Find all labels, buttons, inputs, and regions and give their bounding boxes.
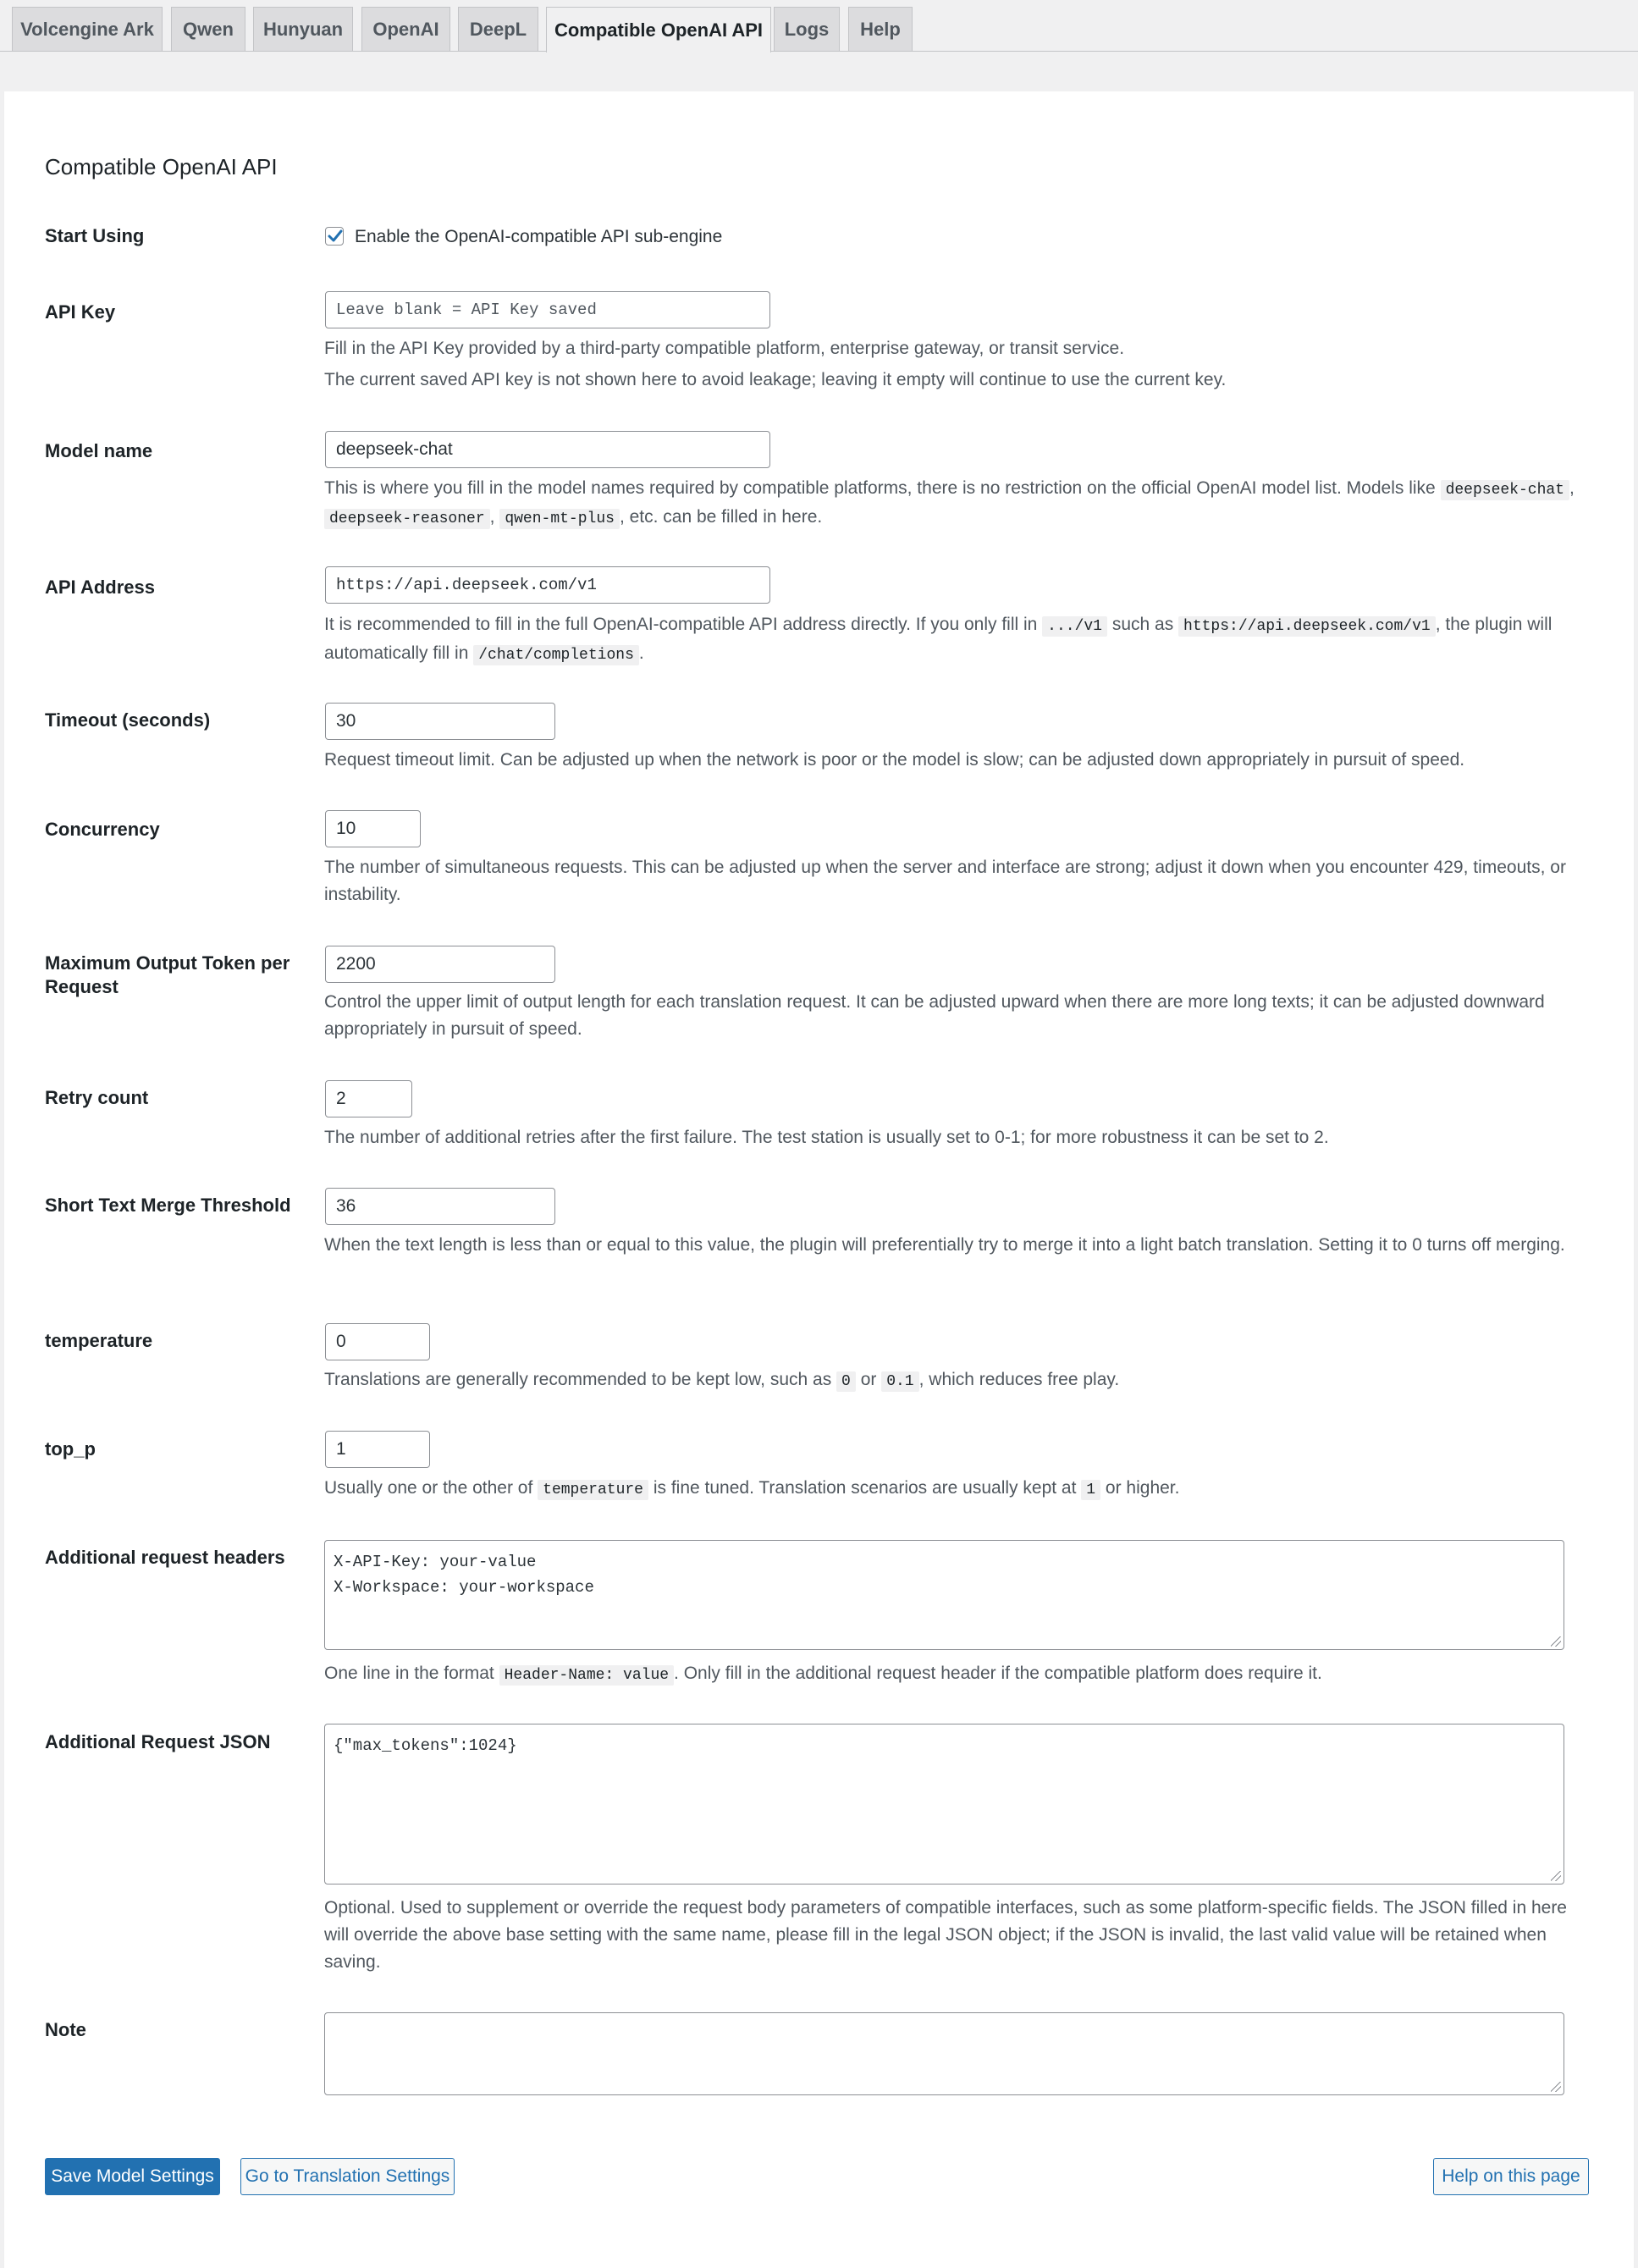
tab-help[interactable]: Help — [848, 7, 913, 51]
tab-volcengine-ark[interactable]: Volcengine Ark — [12, 7, 163, 51]
desc-text: or — [855, 1370, 882, 1389]
top-p-description — [324, 1475, 1586, 1504]
desc-text: or higher. — [1100, 1478, 1180, 1498]
temperature-input[interactable]: 0 — [325, 1323, 430, 1360]
api-key-desc-line1: Fill in the API Key provided by a third-party compatible platform, enterprise gateway, or transit service. — [324, 339, 1125, 358]
api-address-description — [324, 611, 1586, 669]
desc-text: Usually one or the other of — [324, 1478, 538, 1498]
note-textarea[interactable] — [324, 2012, 1564, 2095]
model-name-label: Model name — [45, 440, 153, 461]
code-one: 1 — [1081, 1480, 1100, 1500]
merge-threshold-input[interactable]: 36 — [325, 1188, 555, 1225]
merge-threshold-description: When the text length is less than or equal to this value, the plugin will preferentially try to merge it into a light batch translation. Setting it to 0 turns off merging. — [324, 1235, 1565, 1255]
code-v1: .../v1 — [1042, 616, 1107, 637]
api-key-label: API Key — [45, 301, 116, 323]
desc-text: , etc. can be filled in here. — [619, 507, 823, 527]
concurrency-label: Concurrency — [45, 819, 160, 840]
desc-text: , the plugin will automatically fill in — [324, 615, 1553, 663]
temperature-description — [324, 1366, 1586, 1395]
tab-openai[interactable]: OpenAI — [361, 7, 450, 51]
retry-count-label: Retry count — [45, 1087, 149, 1108]
desc-text: This is where you fill in the model names required by compatible platforms, there is no restriction on the official OpenAI model list. Models like — [324, 478, 1441, 498]
code-qwen-mt-plus: qwen-mt-plus — [499, 509, 620, 529]
max-tokens-description: Control the upper limit of output length for each translation request. It can be adjusted upward when there are more long texts; it can be adjusted downward appropriately in pursuit of speed. — [324, 992, 1545, 1039]
tab-hunyuan[interactable]: Hunyuan — [253, 7, 353, 51]
headers-description — [324, 1660, 1586, 1689]
code-deepseek-reasoner: deepseek-reasoner — [324, 509, 490, 529]
api-key-description — [324, 335, 1586, 394]
desc-text: It is recommended to fill in the full OpenAI-compatible API address directly. If you only fill in — [324, 615, 1043, 634]
desc-text: , which reduces free play. — [918, 1370, 1120, 1389]
max-tokens-input[interactable]: 2200 — [325, 946, 555, 983]
timeout-label: Timeout (seconds) — [45, 709, 211, 731]
headers-label: Additional request headers — [45, 1547, 285, 1568]
desc-text: . — [638, 643, 644, 663]
request-json-description: Optional. Used to supplement or override the request body parameters of compatible interfaces, such as some platform-specific fields. The JSON filled in here will override the above base setting with the same name, please fill in the legal JSON object; if the JSON is invalid, the last valid value will be retained when saving. — [324, 1898, 1567, 1972]
max-tokens-label: Maximum Output Token per Request — [45, 952, 290, 997]
code-deepseek-chat: deepseek-chat — [1441, 480, 1569, 500]
tab-qwen[interactable]: Qwen — [171, 7, 245, 51]
engine-tabs — [0, 0, 1638, 52]
timeout-description: Request timeout limit. Can be adjusted up when the network is poor or the model is slow; can be adjusted down appropriately in pursuit of speed. — [324, 750, 1465, 770]
request-json-textarea[interactable] — [324, 1724, 1564, 1884]
code-chat-completions: /chat/completions — [473, 645, 639, 665]
code-zero: 0 — [836, 1371, 856, 1392]
enable-checkbox-label[interactable]: Enable the OpenAI-compatible API sub-engine — [355, 227, 723, 246]
timeout-input[interactable]: 30 — [325, 703, 555, 740]
retry-count-input[interactable]: 2 — [325, 1080, 412, 1117]
tab-compatible-openai-api[interactable]: Compatible OpenAI API — [546, 7, 771, 52]
request-json-textarea-value: {"max_tokens":1024} — [334, 1736, 517, 1755]
model-name-input[interactable]: deepseek-chat — [325, 431, 770, 468]
resize-handle-icon[interactable] — [1551, 1636, 1561, 1647]
save-model-settings-button[interactable]: Save Model Settings — [45, 2158, 220, 2195]
api-address-input[interactable]: https://api.deepseek.com/v1 — [325, 566, 770, 604]
code-header-format: Header-Name: value — [499, 1665, 674, 1686]
tab-logs[interactable]: Logs — [774, 7, 840, 51]
tab-deepl[interactable]: DeepL — [458, 7, 538, 51]
desc-text: , — [489, 507, 500, 527]
request-json-label: Additional Request JSON — [45, 1731, 271, 1752]
code-point-one: 0.1 — [881, 1371, 918, 1392]
checkmark-icon — [324, 225, 346, 247]
desc-text: Translations are generally recommended to be kept low, such as — [324, 1370, 837, 1389]
headers-textarea[interactable] — [324, 1540, 1564, 1650]
concurrency-input[interactable]: 10 — [325, 810, 421, 847]
concurrency-description: The number of simultaneous requests. This can be adjusted up when the server and interface are strong; adjust it down when you encounter 429, timeouts, or instability. — [324, 858, 1566, 904]
go-to-translation-settings-button[interactable]: Go to Translation Settings — [240, 2158, 455, 2195]
merge-threshold-label: Short Text Merge Threshold — [45, 1195, 291, 1216]
top-p-label: top_p — [45, 1438, 96, 1460]
desc-text: One line in the format — [324, 1664, 499, 1683]
code-temperature: temperature — [538, 1480, 648, 1500]
temperature-label: temperature — [45, 1330, 153, 1351]
desc-text: , — [1569, 478, 1575, 498]
api-address-label: API Address — [45, 577, 156, 598]
note-label: Note — [45, 2019, 86, 2040]
api-key-input[interactable]: Leave blank = API Key saved — [325, 291, 770, 328]
retry-count-description: The number of additional retries after the first failure. The test station is usually set to 0-1; for more robustness it can be set to 2. — [324, 1128, 1329, 1147]
api-key-desc-line2: The current saved API key is not shown here to avoid leakage; leaving it empty will continue to use the current key. — [324, 370, 1227, 389]
section-title: Compatible OpenAI API — [45, 154, 278, 179]
start-using-label: Start Using — [45, 225, 145, 246]
help-on-this-page-button[interactable]: Help on this page — [1433, 2158, 1589, 2195]
desc-text: is fine tuned. Translation scenarios are usually kept at — [648, 1478, 1082, 1498]
model-name-description — [324, 475, 1586, 533]
enable-checkbox[interactable] — [325, 227, 344, 246]
desc-text: . Only fill in the additional request header if the compatible platform does require it. — [674, 1664, 1322, 1683]
headers-textarea-value: X-API-Key: your-value X-Workspace: your-workspace — [334, 1553, 594, 1597]
resize-handle-icon[interactable] — [1551, 1871, 1561, 1881]
resize-handle-icon[interactable] — [1551, 2082, 1561, 2092]
top-p-input[interactable]: 1 — [325, 1431, 430, 1468]
desc-text: such as — [1106, 615, 1179, 634]
code-example-url: https://api.deepseek.com/v1 — [1178, 616, 1436, 637]
